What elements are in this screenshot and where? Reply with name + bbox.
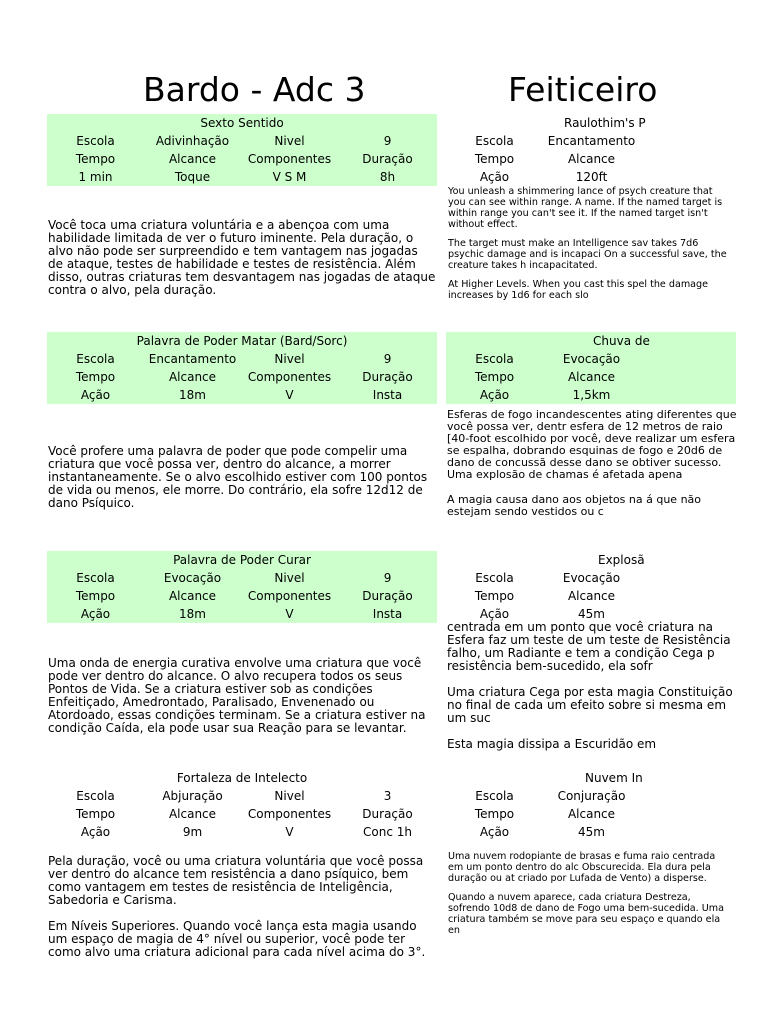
stat-value: 45m (578, 607, 605, 621)
stat-label: Escola (475, 571, 514, 585)
stat-value: Ação (446, 386, 543, 404)
stat-label: Escola (47, 350, 144, 368)
right-title: Feiticeiro (508, 70, 658, 109)
description-paragraph: Esta magia dissipa a Escuridão em (447, 737, 657, 751)
stat-value: 18m (144, 605, 241, 623)
stat-label: Escola (475, 789, 514, 803)
stat-value: 1,5km (543, 386, 640, 404)
stat-label: Componentes (247, 807, 332, 821)
description-paragraph: A magia causa dano aos objetos na á que não estejam sendo vestidos ou c (447, 493, 702, 518)
stat-label: Alcance (567, 152, 616, 166)
description-paragraph: The target must make an Intelligence sav takes 7d6 psychic damage and is incapaci On a successful save, the creature takes h incapacitated. (448, 238, 727, 271)
stat-value: Ação (47, 386, 144, 404)
stat-label: Nivel (241, 569, 338, 587)
description-paragraph: You unleash a shimmering lance of psych creature that you can see within range. A name. If the named target is within range you can't see it. If the named target isn't without effect. (448, 186, 723, 230)
spell-description-clip (446, 408, 737, 545)
spell-card-nuvem (446, 769, 641, 841)
stat-label: Alcance (567, 807, 616, 821)
spell-description (448, 851, 728, 944)
stat-label: Nivel (241, 350, 338, 368)
spell-name: Nuvem In (585, 771, 643, 785)
stat-value: Insta (338, 605, 437, 623)
spell-description (448, 186, 728, 309)
stat-label: Alcance (144, 587, 241, 605)
stat-label: Alcance (567, 589, 616, 603)
stat-value: Conc 1h (363, 825, 412, 839)
stat-value: Insta (338, 386, 437, 404)
description-paragraph: Uma onda de energia curativa envolve uma criatura que você pode ver dentro do alcance. O alvo recupera todos os seus Pontos de Vida. Se a criatura estiver sob as condições Enfeitiçado, Amedrontado, Paralisado, Envenenado ou Atordoado, essas condições terminam. Se a criatura estiver na condição Caída, ela pode usar sua Reação para se levantar. (48, 656, 426, 735)
stat-label: Componentes (241, 150, 338, 168)
spell-description (48, 219, 436, 310)
stat-value: 18m (144, 386, 241, 404)
left-title: Bardo - Adc 3 (143, 70, 366, 109)
spell-card-palavra-matar (47, 332, 437, 404)
spell-stats-table (47, 332, 437, 404)
stat-label: Tempo (47, 150, 144, 168)
stat-label: Tempo (474, 807, 515, 821)
stat-label: Escola (475, 134, 514, 148)
stat-value: Encantamento (547, 134, 636, 148)
spell-description-clip (446, 851, 725, 953)
spell-stats-table (446, 332, 736, 404)
spell-card-chuva (446, 332, 736, 406)
stat-label: Tempo (75, 807, 116, 821)
stat-label: Duração (338, 587, 437, 605)
spell-description (48, 657, 436, 748)
spell-card-explosao (446, 551, 645, 623)
spell-name: Palavra de Poder Matar (Bard/Sorc) (47, 332, 437, 350)
stat-value: 3 (383, 789, 392, 803)
description-paragraph: Você toca uma criatura voluntária e a abençoa com uma habilidade limitada de ver o futuro iminente. Pela duração, o alvo não pode ser surpreendido e tem vantagem nas jogadas de ataque, testes de habilidade e testes de resistência. Além disso, outras criaturas tem desvantagem nas jogadas de ataque contra o alvo, pela duração. (48, 218, 436, 297)
stat-value: V (241, 386, 338, 404)
stat-value: Ação (47, 605, 144, 623)
stat-label: Alcance (144, 150, 241, 168)
stat-value: Abjuração (162, 789, 223, 803)
stat-label: Tempo (474, 152, 515, 166)
stat-value: Ação (80, 825, 111, 839)
spell-card-raulothim (446, 114, 646, 186)
stat-value: Ação (479, 170, 510, 184)
stat-label: Escola (76, 789, 115, 803)
spell-description-clip (446, 620, 733, 771)
stat-label: Nivel (274, 789, 305, 803)
spell-name: Fortaleza de Intelecto (176, 771, 308, 785)
right-title-clip (500, 60, 658, 110)
spell-description (447, 409, 747, 531)
stat-value: Evocação (543, 350, 640, 368)
stat-label: Componentes (241, 587, 338, 605)
spell-description (447, 621, 747, 764)
stat-value: V S M (241, 168, 338, 186)
stat-label: Alcance (543, 368, 640, 386)
description-paragraph: Esferas de fogo incandescentes ating diferentes que você possa ver, dentr esfera de 12 metros de raio [40-foot escolhido por você, deve realizar um esfera se espalha, dobrando esquinas de fogo e 20d6 de dano de concussã desse dano se obtiver sucesso. Uma explosão de chamas é afetada apena (447, 408, 737, 481)
stat-value: Ação (479, 607, 510, 621)
description-paragraph: At Higher Levels. When you cast this spel the damage increases by 1d6 for each slo (448, 279, 709, 301)
spell-name: Raulothim's P (564, 116, 646, 130)
spell-stats-table (47, 114, 437, 186)
spell-name: Explosã (598, 553, 645, 567)
stat-label: Duração (338, 368, 437, 386)
stat-label: Tempo (446, 368, 543, 386)
description-paragraph: Uma criatura Cega por esta magia Constituição no final de cada um efeito sobre si mesma em um suc (447, 685, 733, 725)
spell-name: Chuva de (446, 332, 736, 350)
description-paragraph: Em Níveis Superiores. Quando você lança esta magia usando um espaço de magia de 4° nível ou superior, você pode ter como alvo uma criatura adicional para cada nível acima do 3°. (48, 919, 426, 959)
spell-stats-table (47, 769, 437, 841)
stat-value: 9 (338, 569, 437, 587)
stat-value: 120ft (575, 170, 608, 184)
stat-value: Toque (144, 168, 241, 186)
stat-label: Escola (446, 350, 543, 368)
spell-name: Sexto Sentido (47, 114, 437, 132)
spell-stats-table (446, 114, 686, 186)
description-paragraph: Quando a nuvem aparece, cada criatura Destreza, sofrendo 10d8 de dano de Fogo uma bem-sucedida. Uma criatura também se move para seu espaço e quando ela en (448, 892, 725, 936)
stat-label: Escola (47, 132, 144, 150)
spell-description-clip (446, 186, 727, 332)
spell-description (48, 854, 436, 959)
description-paragraph: centrada em um ponto que você criatura na Esfera faz um teste de um teste de Resistência falho, um Radiante e tem a condição Cega p resistência bem-sucedido, ela sofr (447, 620, 731, 673)
spell-card-fortaleza-intelecto (47, 769, 437, 841)
stat-value: Evocação (562, 571, 621, 585)
stat-label: Componentes (241, 368, 338, 386)
stat-value: Encantamento (144, 350, 241, 368)
description-paragraph: Pela duração, você ou uma criatura voluntária que você possa ver dentro do alcance tem resistência a dano psíquico, bem como vantagem em testes de resistência de Inteligência, Sabedoria e Carisma. (48, 854, 424, 907)
stat-label: Tempo (47, 368, 144, 386)
spell-name: Palavra de Poder Curar (47, 551, 437, 569)
spell-stats-table (47, 551, 437, 623)
stat-label: Alcance (168, 807, 217, 821)
stat-label: Duração (338, 150, 437, 168)
stat-value: Ação (479, 825, 510, 839)
spell-description (48, 445, 436, 523)
stat-label: Tempo (474, 589, 515, 603)
stat-label: Escola (47, 569, 144, 587)
description-paragraph: Você profere uma palavra de poder que pode compelir uma criatura que você possa ver, dentro do alcance, a morrer instantaneamente. Se o alvo escolhido estiver com 100 pontos de vida ou menos, ele morre. Do contrário, ela sofre 12d12 de dano Psíquico. (48, 444, 428, 510)
spell-stats-table (446, 551, 686, 623)
stat-label: Nivel (241, 132, 338, 150)
stat-value: Conjuração (557, 789, 626, 803)
stat-value: Evocação (144, 569, 241, 587)
stat-value: 9m (182, 825, 203, 839)
stat-label: Duração (362, 807, 413, 821)
stat-value: V (285, 825, 294, 839)
stat-value: 45m (578, 825, 605, 839)
stat-value: 9 (338, 350, 437, 368)
spell-card-sexto-sentido (47, 114, 437, 186)
description-paragraph: Uma nuvem rodopiante de brasas e fuma raio centrada em um ponto dentro do alc Obscurecida. Ela dura pela duração ou at criado por Lufada de Vento) a disperse. (448, 851, 716, 884)
spell-card-palavra-curar (47, 551, 437, 623)
stat-value: Adivinhação (144, 132, 241, 150)
stat-label: Alcance (144, 368, 241, 386)
stat-label: Tempo (47, 587, 144, 605)
stat-value: V (241, 605, 338, 623)
stat-value: 1 min (47, 168, 144, 186)
stat-value: 8h (338, 168, 437, 186)
stat-value: 9 (338, 132, 437, 150)
spell-stats-table (446, 769, 686, 841)
